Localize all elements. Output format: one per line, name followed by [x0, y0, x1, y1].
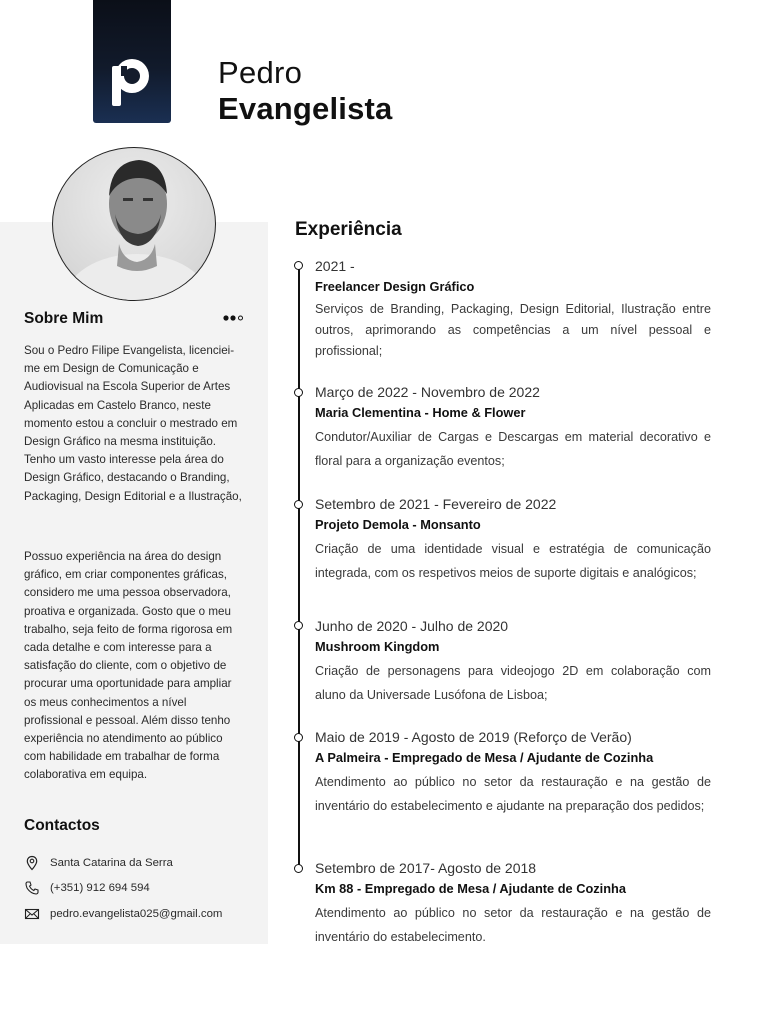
entry-description: Atendimento ao público no setor da restauração e na gestão de inventário do estabelecimento. — [315, 906, 711, 944]
entry-period: Setembro de 2021 - Fevereiro de 2022 — [315, 496, 557, 512]
experience-entry — [315, 383, 711, 473]
entry-period: Junho de 2020 - Julho de 2020 — [315, 618, 509, 634]
timeline-node — [294, 864, 303, 873]
contact-phone — [24, 880, 150, 896]
entry-description: Criação de uma identidade visual e estratégia de comunicação integrada, com os respetivos meios de suporte digitais e analógicos; — [315, 542, 711, 580]
envelope-icon — [24, 906, 40, 922]
entry-description: Atendimento ao público no setor da restauração e na gestão de inventário do estabelecimento e ajudante na preparação dos pedidos; — [315, 775, 711, 813]
phone-icon — [24, 880, 40, 896]
p-monogram-logo-icon — [110, 56, 154, 108]
entry-period: Maio de 2019 - Agosto de 2019 (Reforço de Verão) — [315, 729, 632, 745]
contact-email — [24, 906, 222, 922]
entry-role: Km 88 - Empregado de Mesa / Ajudante de Cozinha — [315, 881, 626, 896]
contact-location — [24, 855, 173, 871]
experience-entry — [315, 257, 711, 362]
entry-description: Criação de personagens para videojogo 2D em colaboração com aluno da Universade Lusófona de Lisboa; — [315, 664, 711, 702]
logo — [93, 0, 171, 123]
entry-role: A Palmeira - Empregado de Mesa / Ajudante de Cozinha — [315, 750, 654, 765]
experience-entry — [315, 617, 711, 707]
entry-period: Março de 2022 - Novembro de 2022 — [315, 384, 540, 400]
first-name: Pedro — [218, 55, 303, 90]
timeline-line — [298, 266, 300, 870]
timeline-node — [294, 621, 303, 630]
entry-period: Setembro de 2017- Agosto de 2018 — [315, 860, 537, 876]
timeline-node — [294, 261, 303, 270]
experience-entry — [315, 728, 711, 818]
experience-entry — [315, 495, 711, 585]
about-heading: Sobre Mim — [24, 310, 104, 327]
more-dots-icon — [222, 313, 246, 323]
contact-email-text[interactable]: pedro.evangelista025@gmail.com — [50, 908, 223, 920]
location-pin-icon — [24, 855, 40, 871]
experience-entry — [315, 859, 711, 949]
about-paragraph-1: Sou o Pedro Filipe Evangelista, licenciei-me em Design de Comunicação e Audiovisual na Escola Superior de Artes Aplicadas em Castelo Branco, neste momento estou a concluir o mestrado em Design Gráfico na mesma instituição. Tenho um vasto interesse pela área do Design Gráfico, destacando o Branding, Packaging, Design Editorial e a Ilustração, — [24, 344, 242, 503]
last-name: Evangelista — [218, 91, 393, 126]
timeline-node — [294, 500, 303, 509]
profile-photo — [52, 147, 216, 301]
timeline-node — [294, 388, 303, 397]
about-paragraph-2: Possuo experiência na área do design gráfico, em criar componentes gráficas, considero me uma pessoa observadora, proativa e organizada. Gosto que o meu trabalho, seja feito de forma rigorosa em cada detalhe e com interesse para a satisfação do cliente, com o objetivo de procurar uma oportunidade para ampliar os meus conhecimentos a nível profissional e pessoal. Além disso tenho experiência no atendimento ao público com habilidade em trabalhar de forma colaborativa em equipa. — [24, 550, 233, 782]
entry-role: Mushroom Kingdom — [315, 639, 440, 654]
contact-phone-text[interactable]: (+351) 912 694 594 — [50, 882, 150, 894]
timeline-node — [294, 733, 303, 742]
entry-role: Maria Clementina - Home & Flower — [315, 405, 526, 420]
entry-role: Freelancer Design Gráfico — [315, 279, 475, 294]
contacts-heading: Contactos — [24, 817, 100, 834]
entry-description: Serviços de Branding, Packaging, Design Editorial, Ilustração entre outros, aprimorando as competências a um nível pessoal e profissional; — [315, 302, 711, 358]
contact-location-text: Santa Catarina da Serra — [50, 857, 173, 869]
entry-period: 2021 - — [315, 258, 355, 274]
entry-description: Condutor/Auxiliar de Cargas e Descargas em material decorativo e floral para a organização eventos; — [315, 430, 711, 468]
person-silhouette-icon — [53, 148, 215, 300]
experience-heading: Experiência — [295, 219, 402, 240]
entry-role: Projeto Demola - Monsanto — [315, 517, 481, 532]
